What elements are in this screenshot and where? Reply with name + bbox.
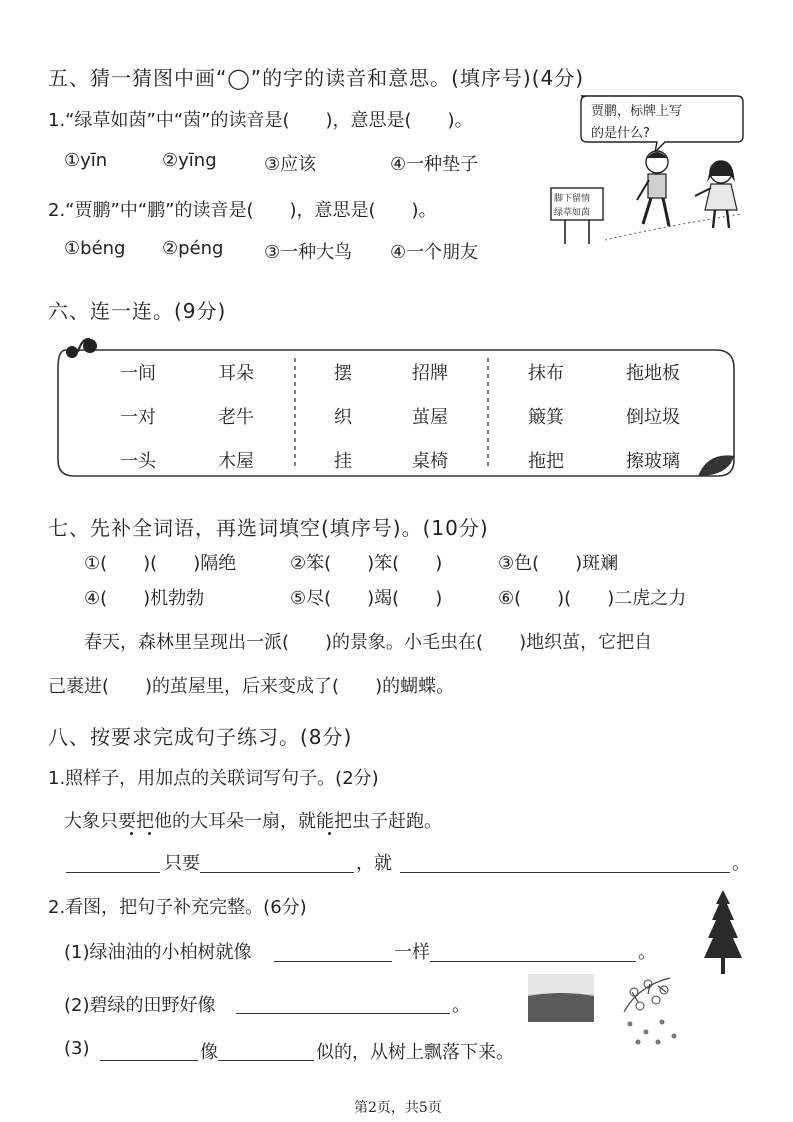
match-item: 招牌 — [412, 363, 448, 384]
match-item: 抹布 — [528, 363, 564, 384]
question-1: 1.“绿草如茵”中“茵”的读音是( )，意思是( )。 — [48, 110, 473, 131]
sentence-prompt: (2)碧绿的田野好像 — [64, 995, 216, 1016]
example-sentence: 大象只要把他的大耳朵一扇，就能把虫子赶跑。 — [64, 811, 442, 832]
section5-title: 五、猜一猜图中画“◯”的字的读音和意思。(填序号)(4分) — [48, 66, 585, 90]
sentence-prompt: 。 — [452, 995, 470, 1016]
word-item: ②笨( )笨( ) — [290, 553, 443, 574]
answer-blank[interactable] — [274, 961, 392, 962]
word-item: ⑤尽( )竭( ) — [290, 588, 443, 609]
answer-blank[interactable] — [400, 872, 730, 873]
match-item: 桌椅 — [412, 451, 448, 472]
match-item: 茧屋 — [412, 407, 448, 428]
speech-bubble-line: 的是什么? — [591, 126, 650, 141]
option: ④一个朋友 — [390, 242, 479, 263]
fill-label: 。 — [732, 853, 750, 874]
sentence-prompt: 。 — [638, 942, 656, 963]
speech-bubble-line: 贾鹏，标牌上写 — [591, 104, 683, 119]
word-item: ④( )机勃勃 — [84, 588, 205, 609]
match-item: 一间 — [120, 363, 156, 384]
music-note-icon — [62, 334, 102, 360]
option: ①yīn — [64, 150, 108, 171]
falling-flowers-image — [618, 972, 686, 1048]
cypress-tree-image — [700, 888, 746, 976]
question-2: 2.看图，把句子补充完整。(6分) — [48, 897, 307, 918]
answer-blank[interactable] — [430, 961, 636, 962]
match-item: 拖地板 — [626, 363, 680, 384]
match-item: 簸箕 — [528, 407, 564, 428]
sentence-prompt: 似的，从树上飘落下来。 — [316, 1042, 514, 1063]
match-item: 拖把 — [528, 451, 564, 472]
fill-paragraph: 己裹进( )的茧屋里，后来变成了( )的蝴蝶。 — [48, 676, 455, 697]
match-item: 倒垃圾 — [626, 407, 680, 428]
option: ①béng — [64, 238, 126, 259]
question-2: 2.“贾鹏”中“鹏”的读音是( )，意思是( )。 — [48, 200, 437, 221]
answer-blank[interactable] — [200, 872, 354, 873]
answer-blank[interactable] — [66, 872, 160, 873]
kids-sign-illustration — [545, 92, 745, 252]
question-1: 1.照样子，用加点的关联词写句子。(2分) — [48, 768, 379, 789]
option: ③应该 — [264, 154, 317, 175]
sentence-prompt: (3) — [64, 1038, 90, 1059]
option: ②yīng — [162, 150, 217, 171]
option: ②péng — [162, 238, 224, 259]
sign-text: 脚下留情 — [554, 194, 591, 204]
match-item: 老牛 — [218, 407, 254, 428]
word-item: ③色( )斑斓 — [498, 553, 619, 574]
answer-blank[interactable] — [236, 1013, 450, 1014]
match-item: 一对 — [120, 407, 156, 428]
section8-title: 八、按要求完成句子练习。(8分) — [48, 725, 353, 749]
section7-title: 七、先补全词语，再选词填空(填序号)。(10分) — [48, 516, 489, 540]
answer-blank[interactable] — [218, 1060, 314, 1061]
fill-label: 只要 — [164, 853, 200, 874]
match-item: 擦玻璃 — [626, 451, 680, 472]
match-item: 木屋 — [218, 451, 254, 472]
match-item: 耳朵 — [218, 363, 254, 384]
match-item: 织 — [334, 407, 352, 428]
sentence-prompt: 像 — [200, 1042, 218, 1063]
sentence-prompt: 一样 — [394, 942, 430, 963]
section6-title: 六、连一连。(9分) — [48, 299, 227, 323]
sign-text: 绿草如茵 — [554, 208, 591, 218]
word-item: ⑥( )( )二虎之力 — [498, 588, 687, 609]
option: ③一种大鸟 — [264, 242, 353, 263]
fill-label: ，就 — [356, 853, 392, 874]
field-image — [528, 974, 594, 1022]
match-item: 挂 — [334, 451, 352, 472]
page-number: 第2页，共5页 — [354, 1100, 442, 1116]
word-item: ①( )( )隔绝 — [84, 553, 237, 574]
fill-paragraph: 春天，森林里呈现出一派( )的景象。小毛虫在( )地织茧，它把自 — [84, 632, 653, 653]
sentence-prompt: (1)绿油油的小柏树就像 — [64, 942, 252, 963]
match-item: 摆 — [334, 363, 352, 384]
option: ④一种垫子 — [390, 154, 479, 175]
match-item: 一头 — [120, 451, 156, 472]
answer-blank[interactable] — [100, 1060, 198, 1061]
